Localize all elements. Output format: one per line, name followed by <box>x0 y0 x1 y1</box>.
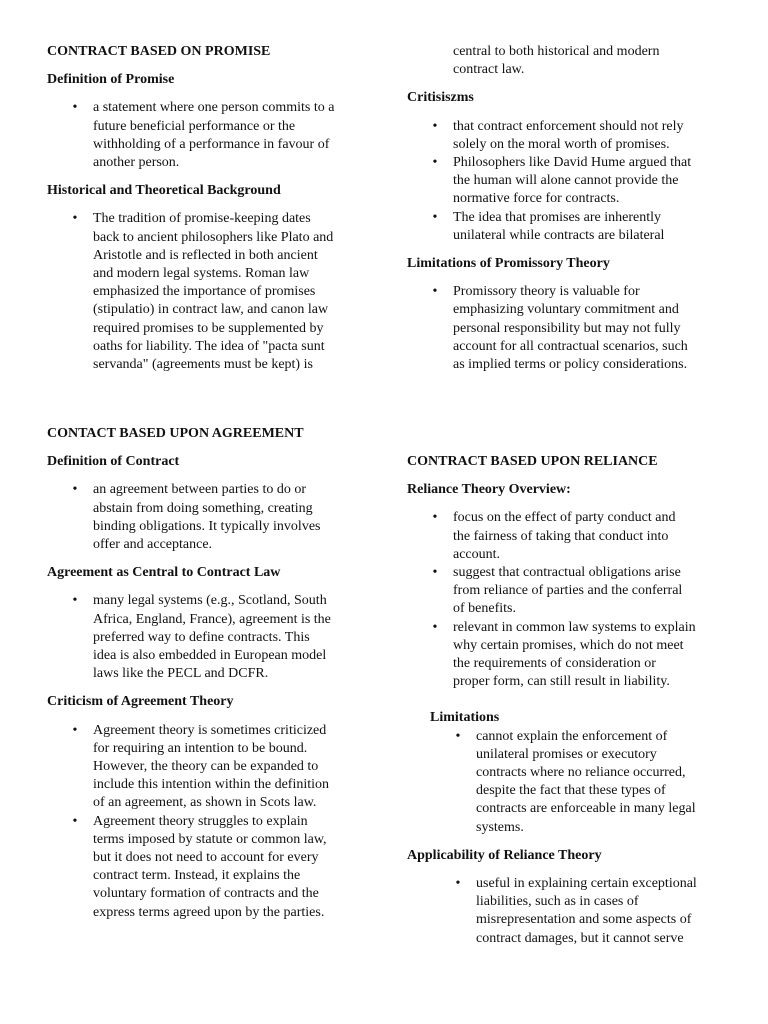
list-item <box>47 813 377 922</box>
text-line: Agreement theory is sometimes criticized <box>93 722 327 738</box>
text-line: laws like the PECL and DCFR. <box>93 666 269 682</box>
text-line: unilateral promises or executory <box>476 746 657 762</box>
continued-text <box>407 43 737 79</box>
list-item <box>407 283 737 374</box>
promise-continued-section <box>407 43 737 374</box>
text-line: contract damages, but it cannot serve <box>476 930 684 946</box>
text-line: However, the theory can be expanded to <box>93 759 319 775</box>
text-line: many legal systems (e.g., Scotland, South <box>93 593 327 609</box>
criticisms-list <box>407 118 737 245</box>
list-item <box>407 619 747 692</box>
text-line: proper form, can still result in liability. <box>453 674 670 690</box>
bullet-icon: • <box>72 593 78 609</box>
text-line: include this intention within the definition <box>93 777 330 793</box>
reliance-section <box>407 453 747 948</box>
promise-background-list <box>47 210 377 374</box>
text-line: contract term. Instead, it explains the <box>93 868 301 884</box>
text-line: as implied terms or policy considerations. <box>453 357 688 373</box>
bullet-icon: • <box>432 284 438 300</box>
bullet-icon: • <box>432 209 438 225</box>
promise-heading: CONTRACT BASED ON PROMISE <box>47 44 271 59</box>
list-item <box>407 209 737 245</box>
list-item <box>47 481 377 554</box>
list-item <box>407 564 747 619</box>
text-line: servanda" (agreements must be kept) is <box>93 357 313 373</box>
text-line: but it does not need to account for every <box>93 850 319 866</box>
promissory-limitations-list <box>407 283 737 374</box>
reliance-limitations-title: Limitations <box>430 710 500 726</box>
text-line: that contract enforcement should not rely <box>453 118 684 134</box>
text-line: account for all contractual scenarios, such <box>453 338 688 354</box>
text-line: idea is also embedded in European model <box>93 648 327 664</box>
agreement-criticism-list <box>47 722 377 922</box>
text-line: withholding of a performance in favour of <box>93 136 330 152</box>
text-line: the fairness of taking that conduct into <box>453 528 669 544</box>
text-line: The tradition of promise-keeping dates <box>93 211 311 227</box>
text-line: Philosophers like David Hume argued that <box>453 155 692 171</box>
reliance-heading: CONTRACT BASED UPON RELIANCE <box>407 454 658 469</box>
text-line: useful in explaining certain exceptional <box>476 876 697 892</box>
text-line: personal responsibility but may not fully <box>453 320 681 336</box>
text-line: emphasized the importance of promises <box>93 284 316 300</box>
text-line: misrepresentation and some aspects of <box>476 912 692 928</box>
agreement-criticism-title: Criticism of Agreement Theory <box>47 694 234 710</box>
agreement-heading: CONTACT BASED UPON AGREEMENT <box>47 426 304 441</box>
criticisms-title: Critisiszms <box>407 90 474 106</box>
promise-background-title: Historical and Theoretical Background <box>47 183 281 199</box>
text-line: central to both historical and modern <box>453 44 660 59</box>
list-item <box>407 118 737 154</box>
text-line: relevant in common law systems to explain <box>453 619 696 635</box>
text-line: contract law. <box>453 62 525 78</box>
agreement-section <box>47 425 377 922</box>
text-line: Africa, England, France), agreement is the <box>93 611 331 627</box>
bullet-icon: • <box>455 876 461 892</box>
bullet-icon: • <box>432 510 438 526</box>
text-line: oaths for liability. The idea of "pacta sunt <box>93 338 325 354</box>
list-item <box>407 154 737 209</box>
bullet-icon: • <box>72 722 78 738</box>
text-line: suggest that contractual obligations arise <box>453 565 681 581</box>
text-line: The idea that promises are inherently <box>453 209 661 225</box>
list-item <box>47 210 377 374</box>
bullet-icon: • <box>72 813 78 829</box>
text-line: another person. <box>93 155 180 171</box>
text-line: a statement where one person commits to a <box>93 100 335 116</box>
text-line: preferred way to define contracts. This <box>93 629 310 645</box>
bullet-icon: • <box>72 100 78 116</box>
agreement-central-list <box>47 592 377 683</box>
text-line: contracts are enforceable in many legal <box>476 801 696 817</box>
text-line: terms imposed by statute or common law, <box>93 831 327 847</box>
text-line: (stipulatio) in contract law, and canon law <box>93 302 329 318</box>
text-line: for requiring an intention to be bound. <box>93 740 308 756</box>
text-line: contracts where no reliance occurred, <box>476 765 686 781</box>
list-item <box>407 728 747 837</box>
text-line: normative force for contracts. <box>453 191 620 207</box>
bullet-icon: • <box>455 728 461 744</box>
text-line: systems. <box>476 819 524 835</box>
text-line: Aristotle and is reflected in both ancient <box>93 247 318 263</box>
agreement-definition-list <box>47 481 377 554</box>
text-line: account. <box>453 546 501 562</box>
text-line: why certain promises, which do not meet <box>453 637 684 653</box>
text-line: back to ancient philosophers like Plato and <box>93 229 334 245</box>
bullet-icon: • <box>72 482 78 498</box>
bullet-icon: • <box>432 155 438 171</box>
text-line: Agreement theory struggles to explain <box>93 813 308 829</box>
text-line: voluntary formation of contracts and the <box>93 886 319 902</box>
promissory-limitations-title: Limitations of Promissory Theory <box>407 256 610 272</box>
text-line: abstain from doing something, creating <box>93 500 313 516</box>
text-line: despite the fact that these types of <box>476 783 666 799</box>
text-line: an agreement between parties to do or <box>93 482 307 498</box>
list-item <box>47 722 377 813</box>
text-line: the human will alone cannot provide the <box>453 173 679 189</box>
bullet-icon: • <box>72 211 78 227</box>
promise-definition-list <box>47 99 377 172</box>
text-line: focus on the effect of party conduct and <box>453 510 676 526</box>
bullet-icon: • <box>432 619 438 635</box>
reliance-overview-title: Reliance Theory Overview: <box>407 482 571 498</box>
text-line: cannot explain the enforcement of <box>476 728 668 744</box>
promise-definition-title: Definition of Promise <box>47 72 175 88</box>
list-item <box>407 875 747 948</box>
text-line: of an agreement, as shown in Scots law. <box>93 795 317 811</box>
text-line: binding obligations. It typically involves <box>93 518 321 534</box>
text-line: solely on the moral worth of promises. <box>453 136 670 152</box>
list-item <box>407 509 747 564</box>
reliance-applicability-title: Applicability of Reliance Theory <box>407 847 602 863</box>
text-line: from reliance of parties and the conferral <box>453 583 683 599</box>
text-line: emphasizing voluntary commitment and <box>453 302 679 318</box>
bullet-icon: • <box>432 565 438 581</box>
promise-section <box>47 43 377 374</box>
text-line: and modern legal systems. Roman law <box>93 266 310 282</box>
text-line: Promissory theory is valuable for <box>453 284 640 300</box>
bullet-icon: • <box>432 118 438 134</box>
list-item <box>47 592 377 683</box>
text-line: the requirements of consideration or <box>453 656 656 672</box>
text-line: liabilities, such as in cases of <box>476 894 639 910</box>
text-line: express terms agreed upon by the parties. <box>93 904 325 920</box>
agreement-definition-title: Definition of Contract <box>47 454 180 470</box>
text-line: required promises to be supplemented by <box>93 320 324 336</box>
text-line: future beneficial performance or the <box>93 118 296 134</box>
reliance-applicability-list <box>407 875 747 948</box>
text-line: of benefits. <box>453 601 516 617</box>
text-line: unilateral while contracts are bilateral <box>453 227 665 243</box>
reliance-overview-list <box>407 509 747 691</box>
reliance-limitations-list <box>407 728 747 837</box>
agreement-central-title: Agreement as Central to Contract Law <box>47 565 281 581</box>
text-line: offer and acceptance. <box>93 537 213 553</box>
list-item <box>47 99 377 172</box>
